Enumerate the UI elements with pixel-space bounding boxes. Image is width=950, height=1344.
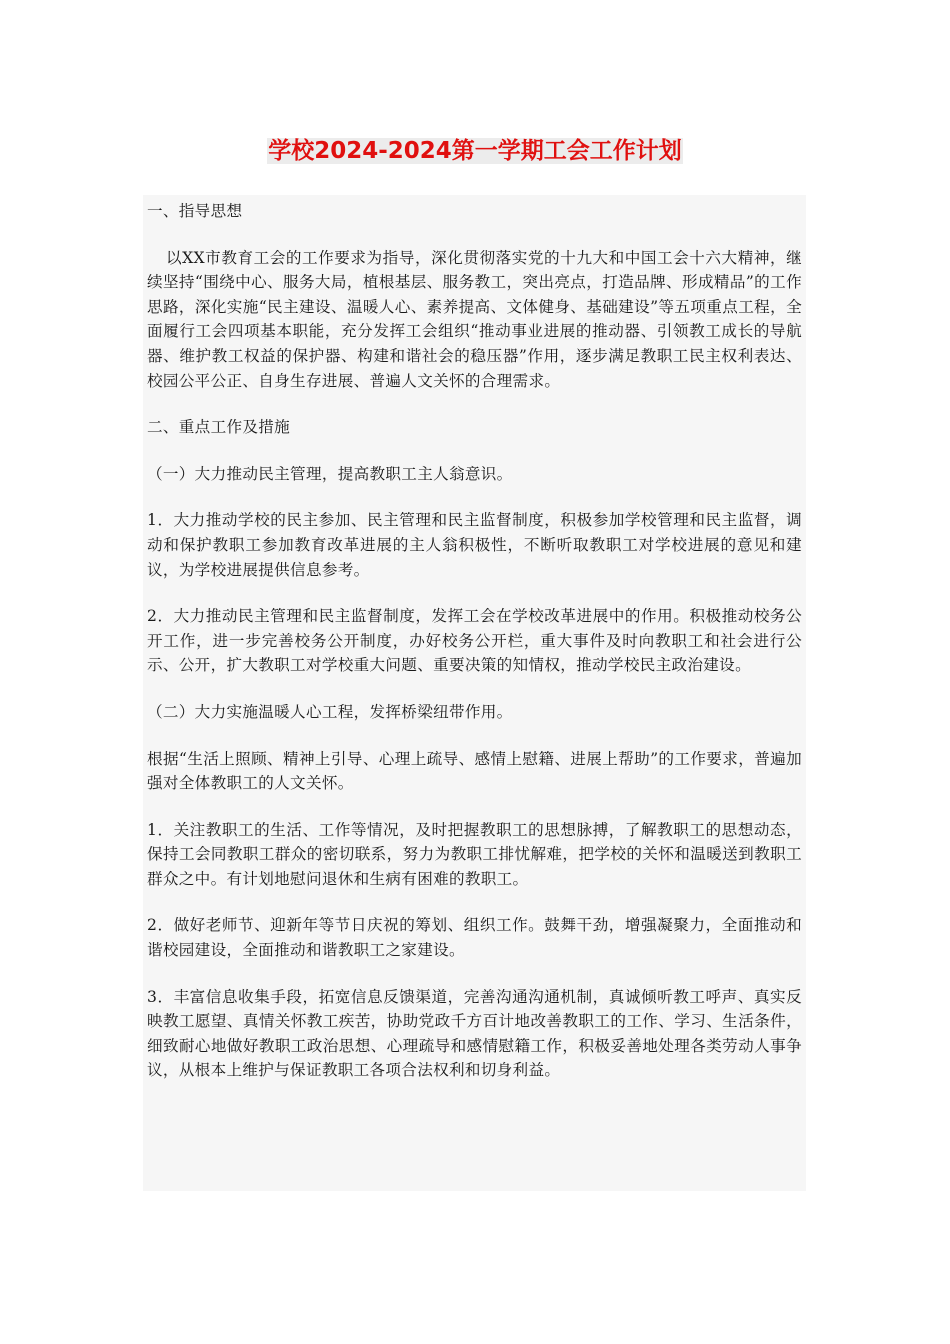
document-body <box>143 195 806 1191</box>
paragraph-item-2-holidays: 2．做好老师节、迎新年等节日庆祝的筹划、组织工作。鼓舞干劲，增强凝聚力，全面推动和谐校园建设，全面推动和谐教职工之家建设。 <box>147 916 802 960</box>
document-title <box>0 134 950 168</box>
section-heading-guiding-ideology: 一、指导思想 <box>147 202 243 220</box>
paragraph-item-3-feedback: 3．丰富信息收集手段，拓宽信息反馈渠道，完善沟通沟通机制，真诚倾听教工呼声、真实反映教工愿望、真情关怀教工疾苦，协助党政千方百计地改善教职工的工作、学习、生活条件，细致耐心地做好教职工政治思想、心理疏导和感情慰籍工作，积极妥善地处理各类劳动人事争议，从根本上维护与保证教职工各项合法权利和切身利益。 <box>147 987 802 1080</box>
subsection-heading-warm-hearts: （二）大力实施温暖人心工程，发挥桥梁纽带作用。 <box>147 702 513 721</box>
paragraph-item-2-democracy: 2．大力推动民主管理和民主监督制度，发挥工会在学校改革进展中的作用。积极推动校务公开工作，进一步完善校务公开制度，办好校务公开栏，重大事件及时向教职工和社会进行公示、公开，扩大教职工对学校重大问题、重要决策的知情权，推动学校民主政治建设。 <box>147 607 802 675</box>
subsection-heading-democratic-management: （一）大力推动民主管理，提高教职工主人翁意识。 <box>147 464 513 483</box>
document-title-text: 学校2024-2024第一学期工会工作计划 <box>268 138 682 164</box>
paragraph-guiding-ideology: 以XX市教育工会的工作要求为指导，深化贯彻落实党的十九大和中国工会十六大精神，继续坚持“围绕中心、服务大局，植根基层、服务教工，突出亮点，打造品牌、形成精品”的工作思路，深化实施“民主建设、温暖人心、素养提高、文体健身、基础建设”等五项重点工程，全面履行工会四项基本职能，充分发挥工会组织“推动事业进展的推动器、引领教工成长的导航器、维护教工权益的保护器、构建和谐社会的稳压器”作用，逐步满足教职工民主权利表达、校园公平公正、自身生存进展、普遍人文关怀的合理需求。 <box>147 248 802 390</box>
paragraph-work-requirements: 根据“生活上照顾、精神上引导、心理上疏导、感情上慰籍、进展上帮助”的工作要求，普遍加强对全体教职工的人文关怀。 <box>147 749 802 793</box>
paragraph-item-1-democracy: 1．大力推动学校的民主参加、民主管理和民主监督制度，积极参加学校管理和民主监督，调动和保护教职工参加教育改革进展的主人翁积极性，不断听取教职工对学校进展的意见和建议，为学校进展提供信息参考。 <box>147 511 802 579</box>
section-heading-key-work: 二、重点工作及措施 <box>147 418 291 437</box>
paragraph-item-1-care: 1．关注教职工的生活、工作等情况，及时把握教职工的思想脉搏，了解教职工的思想动态，保持工会同教职工群众的密切联系，努力为教职工排忧解难，把学校的关怀和温暖送到教职工群众之中。有计划地慰问退休和生病有困难的教职工。 <box>147 820 802 888</box>
